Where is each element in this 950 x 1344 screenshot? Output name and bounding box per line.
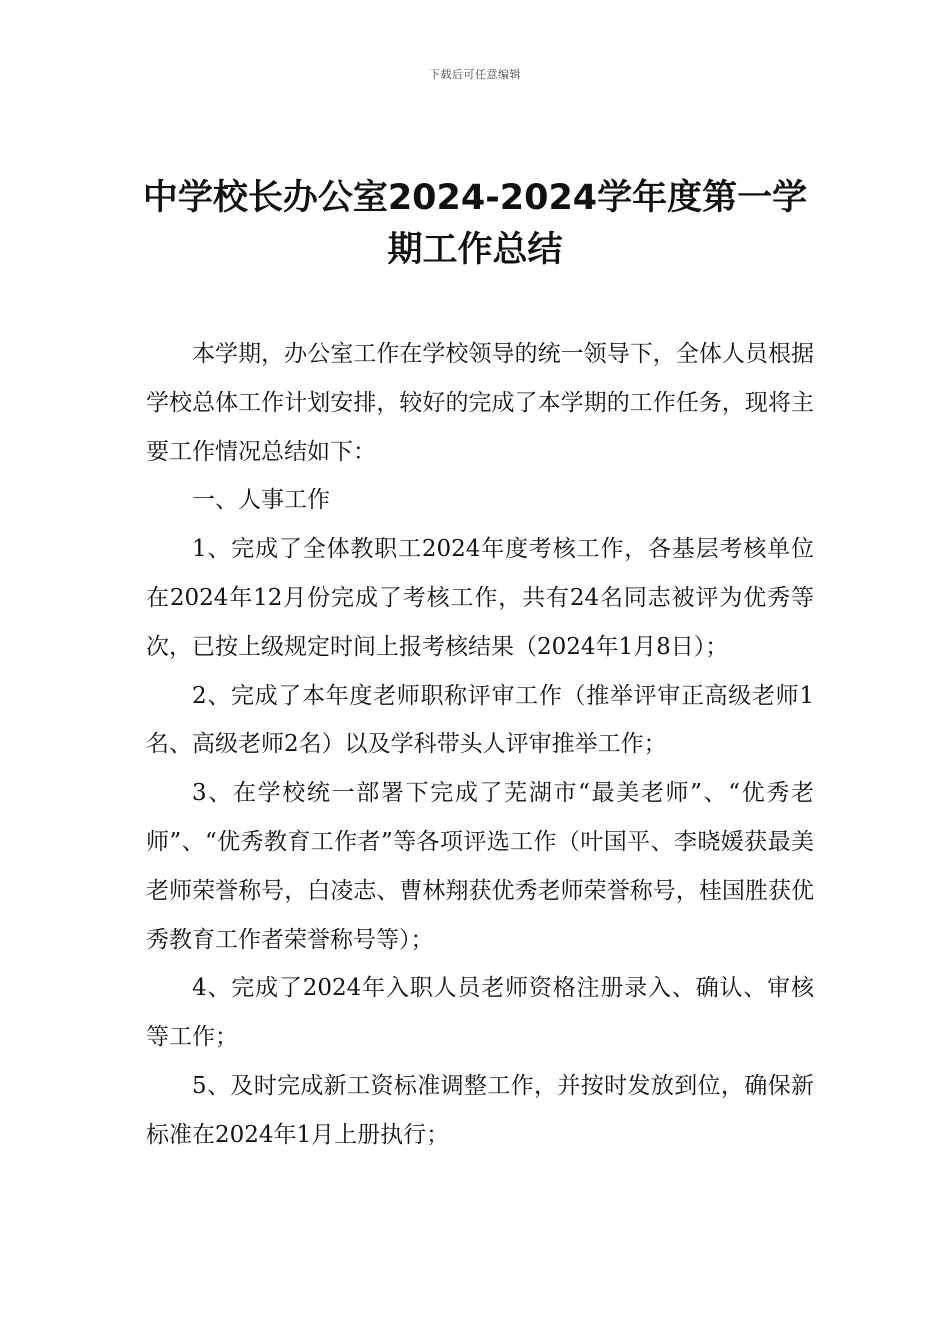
intro-paragraph: 本学期，办公室工作在学校领导的统一领导下，全体人员根据学校总体工作计划安排，较好的完成了本学期的工作任务，现将主要工作情况总结如下： bbox=[146, 341, 814, 465]
list-item-3: 3、在学校统一部署下完成了芜湖市“最美老师”、“优秀老师”、“优秀教育工作者”等各项评选工作（叶国平、李晓媛获最美老师荣誉称号，白凌志、曹林翔获优秀老师荣誉称号，桂国胜获优秀教育工作者荣誉称号等）； bbox=[146, 780, 814, 953]
section-heading-personnel: 一、人事工作 bbox=[192, 487, 330, 514]
list-item-2: 2、完成了本年度老师职称评审工作（推举评审正高级老师1名、高级老师2名）以及学科带头人评审推举工作； bbox=[146, 682, 814, 758]
list-item-5: 5、及时完成新工资标准调整工作，并按时发放到位，确保新标准在2024年1月上册执行； bbox=[146, 1072, 814, 1148]
header-note: 下载后可任意编辑 bbox=[429, 68, 521, 81]
document-title: 中学校长办公室2024-2024学年度第一学期工作总结 bbox=[142, 178, 808, 270]
list-item-4: 4、完成了2024年入职人员老师资格注册录入、确认、审核等工作； bbox=[146, 975, 814, 1051]
document-body bbox=[146, 330, 814, 1160]
list-item-1: 1、完成了全体教职工2024年度考核工作，各基层考核单位在2024年12月份完成了考核工作，共有24名同志被评为优秀等次，已按上级规定时间上报考核结果（2024年1月8日）； bbox=[146, 536, 814, 660]
